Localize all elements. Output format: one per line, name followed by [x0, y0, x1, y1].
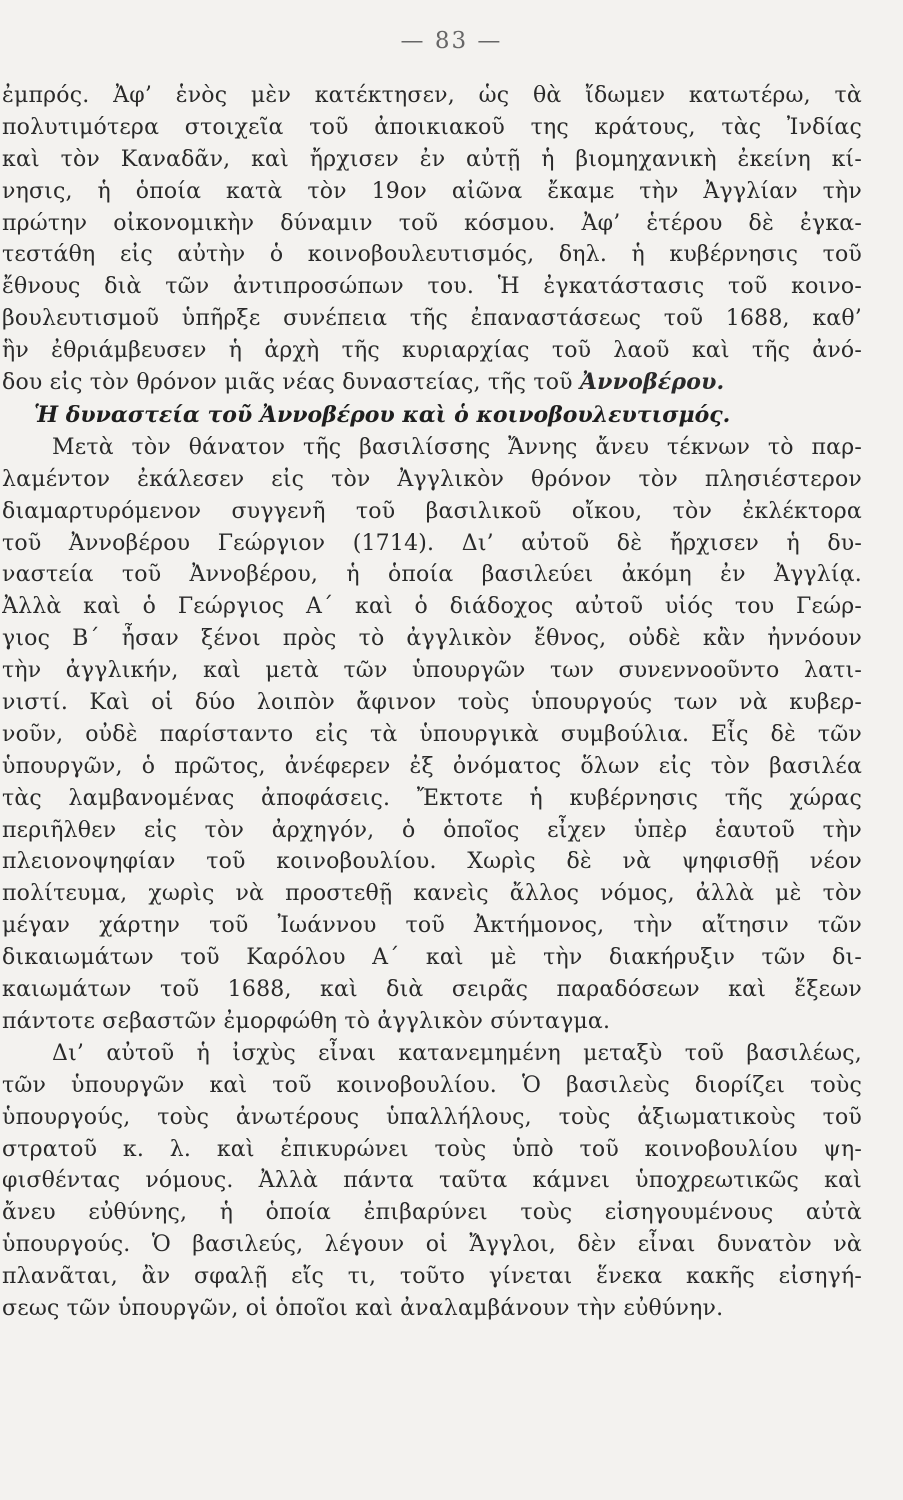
text-line: πολίτευμα, χωρὶς νὰ προστεθῇ κανεὶς ἄλλος νόμος, ἀλλὰ μὲ τὸν	[2, 881, 862, 907]
emphasized-name: Ἀννοβέρου.	[579, 369, 725, 396]
text-line: περιῆλθεν εἰς τὸν ἀρχηγόν, ὁ ὁποῖος εἶχεν ὑπὲρ ἑαυτοῦ τὴν	[2, 817, 862, 843]
paragraph-1	[2, 80, 862, 367]
text-line-plain: δου εἰς τὸν θρόνον μιᾶς νέας δυναστείας, τῆς τοῦ	[2, 370, 580, 396]
text-line: καιωμάτων τοῦ 1688, καὶ διὰ σειρᾶς παραδόσεων καὶ ἔξεων	[2, 977, 862, 1003]
text-line	[2, 367, 862, 399]
text-line: Δι’ αὐτοῦ ἡ ἰσχὺς εἶναι κατανεμημένη μεταξὺ τοῦ βασιλέως,	[52, 1040, 862, 1066]
text-line: διαμαρτυρόμενον συγγενῆ τοῦ βασιλικοῦ οἴκου, τὸν ἐκλέκτορα	[2, 498, 862, 524]
text-line: φισθέντας νόμους. Ἀλλὰ πάντα ταῦτα κάμνει ὑποχρεωτικῶς καὶ	[2, 1168, 862, 1194]
text-line: πρώτην οἰκονομικὴν δύναμιν τοῦ κόσμου. Ἀφ’ ἑτέρου δὲ ἐγκα-	[2, 210, 862, 236]
text-line: πολυτιμότερα στοιχεῖα τοῦ ἀποικιακοῦ της κράτους, τὰς Ἰνδίας	[2, 114, 862, 140]
text-line: ἔθνους διὰ τῶν ἀντιπροσώπων του. Ἡ ἐγκατάστασις τοῦ κοινο-	[2, 274, 862, 300]
text-line: ναστεία τοῦ Ἀννοβέρου, ἡ ὁποία βασιλεύει ἀκόμη ἐν Ἀγγλίᾳ.	[2, 562, 862, 588]
text-line: πλανᾶται, ἂν σφαλῇ εἴς τι, τοῦτο γίνεται ἕνεκα κακῆς εἰσηγή-	[2, 1264, 862, 1290]
text-line: νιστί. Καὶ οἱ δύο λοιπὸν ἄφινον τοὺς ὑπουργούς των νὰ κυβερ-	[2, 690, 862, 716]
text-line: νησις, ἡ ὁποία κατὰ τὸν 19ον αἰῶνα ἔκαμε τὴν Ἀγγλίαν τὴν	[2, 178, 862, 204]
text-line: πλειονοψηφίαν τοῦ κοινοβουλίου. Χωρὶς δὲ νὰ ψηφισθῇ νέον	[2, 849, 862, 875]
text-line: ὑπουργῶν, ὁ πρῶτος, ἀνέφερεν ἐξ ὀνόματος ὅλων εἰς τὸν βασιλέα	[2, 753, 862, 779]
text-line: ὑπουργούς. Ὁ βασιλεύς, λέγουν οἱ Ἄγγλοι, δὲν εἶναι δυνατὸν νὰ	[2, 1232, 862, 1258]
page-number: — 83 —	[400, 28, 503, 54]
text-line: τεστάθη εἰς αὐτὴν ὁ κοινοβουλευτισμός, δηλ. ἡ κυβέρνησις τοῦ	[2, 242, 862, 268]
text-line: μέγαν χάρτην τοῦ Ἰωάννου τοῦ Ἀκτήμονος, τὴν αἴτησιν τῶν	[2, 913, 862, 939]
text-line: βουλευτισμοῦ ὑπῆρξε συνέπεια τῆς ἐπαναστάσεως τοῦ 1688, καθ’	[2, 306, 862, 332]
paragraph-2	[2, 432, 862, 1038]
section-heading: Ἡ δυναστεία τοῦ Ἀννοβέρου καὶ ὁ κοινοβουλευτισμός.	[34, 401, 731, 428]
text-line: τὰς λαμβανομένας ἀποφάσεις. Ἔκτοτε ἡ κυβέρνησις τῆς χώρας	[2, 785, 862, 811]
text-line: καὶ τὸν Καναδᾶν, καὶ ἤρχισεν ἐν αὐτῇ ἡ βιομηχανικὴ ἐκείνη κί-	[2, 146, 862, 172]
text-line: τοῦ Ἀννοβέρου Γεώργιον (1714). Δι’ αὐτοῦ δὲ ἤρχισεν ἡ δυ-	[2, 530, 862, 556]
text-line: ἄνευ εὐθύνης, ἡ ὁποία ἐπιβαρύνει τοὺς εἰσηγουμένους αὐτὰ	[2, 1200, 862, 1226]
text-line: στρατοῦ κ. λ. καὶ ἐπικυρώνει τοὺς ὑπὸ τοῦ κοινοβουλίου ψη-	[2, 1136, 862, 1162]
text-line: δικαιωμάτων τοῦ Καρόλου Α΄ καὶ μὲ τὴν διακήρυξιν τῶν δι-	[2, 945, 862, 971]
paragraph-3	[2, 1038, 862, 1325]
text-line: λαμέντον ἐκάλεσεν εἰς τὸν Ἀγγλικὸν θρόνον τὸν πλησιέστερον	[2, 466, 862, 492]
text-line: πάντοτε σεβαστῶν ἐμορφώθη τὸ ἀγγλικὸν σύνταγμα.	[2, 1008, 611, 1034]
text-line: Μετὰ τὸν θάνατον τῆς βασιλίσσης Ἄννης ἄνευ τέκνων τὸ παρ-	[52, 434, 862, 460]
text-line: ἣν ἐθριάμβευσεν ἡ ἀρχὴ τῆς κυριαρχίας τοῦ λαοῦ καὶ τῆς ἀνό-	[2, 338, 862, 364]
text-line: σεως τῶν ὑπουργῶν, οἱ ὁποῖοι καὶ ἀναλαμβάνουν τὴν εὐθύνην.	[2, 1295, 724, 1321]
text-line: γιος Β΄ ἦσαν ξένοι πρὸς τὸ ἀγγλικὸν ἔθνος, οὐδὲ κἂν ἠννόουν	[2, 626, 862, 652]
page-text	[2, 80, 862, 1325]
text-line: Ἀλλὰ καὶ ὁ Γεώργιος Α΄ καὶ ὁ διάδοχος αὐτοῦ υἱός του Γεώρ-	[2, 594, 862, 620]
text-line: τὴν ἀγγλικήν, καὶ μετὰ τῶν ὑπουργῶν των συνεννοοῦντο λατι-	[2, 658, 862, 684]
text-line: ὑπουργούς, τοὺς ἀνωτέρους ὑπαλλήλους, τοὺς ἀξιωματικοὺς τοῦ	[2, 1104, 862, 1130]
text-line: ἐμπρός. Ἀφ’ ἑνὸς μὲν κατέκτησεν, ὡς θὰ ἴδωμεν κατωτέρω, τὰ	[2, 83, 862, 108]
text-line: νοῦν, οὐδὲ παρίσταντο εἰς τὰ ὑπουργικὰ συμβούλια. Εἷς δὲ τῶν	[2, 721, 862, 747]
text-line: τῶν ὑπουργῶν καὶ τοῦ κοινοβουλίου. Ὁ βασιλεὺς διορίζει τοὺς	[2, 1072, 862, 1098]
